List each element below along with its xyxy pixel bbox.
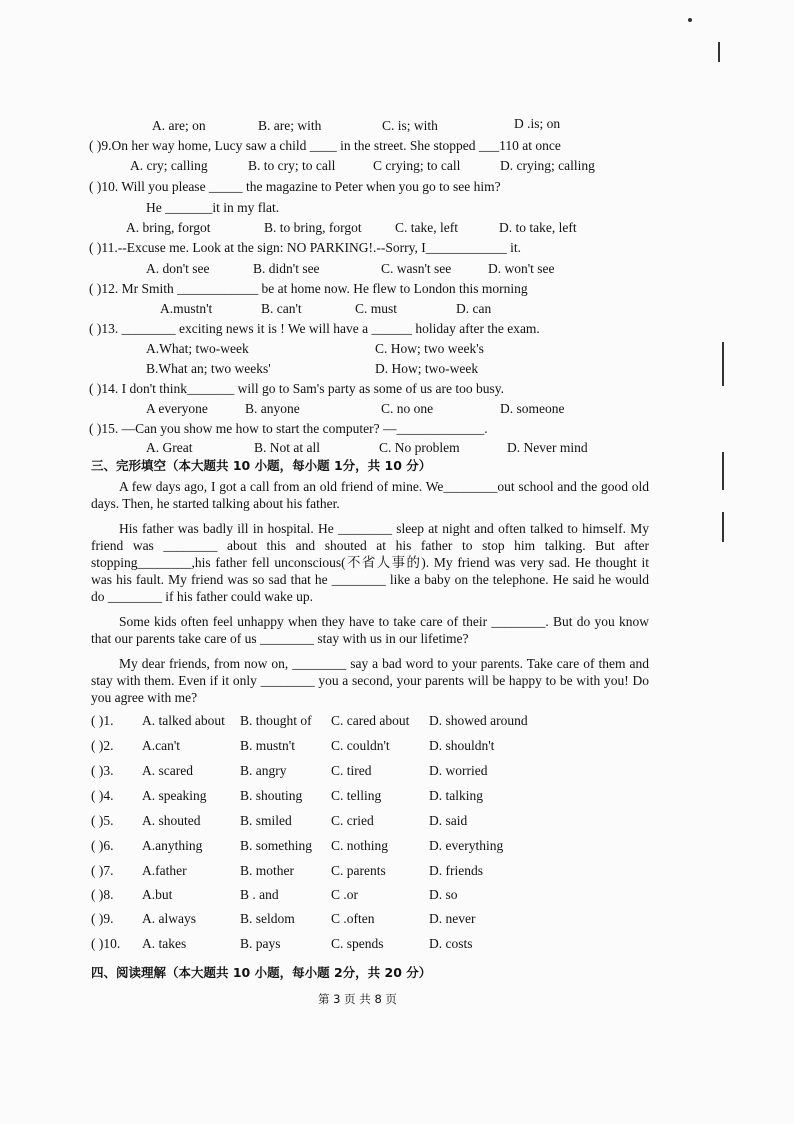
option-c: C. wasn't see: [381, 261, 452, 276]
option-c: C. no one: [381, 401, 434, 416]
question-10: ( )10. Will you please _____ the magazine to Peter when you go to see him?: [89, 179, 501, 194]
cloze-option-a: A.can't: [142, 738, 181, 753]
option-b: B. didn't see: [253, 261, 320, 276]
cloze-option-a: A. takes: [142, 936, 187, 951]
scan-mark: [688, 18, 692, 22]
cloze-paragraph-1: A few days ago, I got a call from an old friend of mine. We________out school and the good old days. Then, he started talking about his father.: [91, 479, 649, 511]
option-c: C. is; with: [382, 118, 438, 133]
cloze-question-number: ( )7.: [91, 863, 114, 878]
cloze-option-d: D. talking: [429, 788, 483, 803]
cloze-option-d: D. showed around: [429, 713, 528, 728]
cloze-paragraph-3: Some kids often feel unhappy when they have to take care of their ________. But do you know that our parents take care of us ________ stay with us in our lifetime?: [91, 614, 649, 646]
question-15: ( )15. —Can you show me how to start the computer? —_____________.: [89, 421, 488, 436]
option-a: A. cry; calling: [130, 158, 208, 173]
option-c: C. must: [355, 301, 398, 316]
option-c: C. How; two week's: [375, 341, 484, 356]
cloze-question-number: ( )1.: [91, 713, 114, 728]
cloze-question-number: ( )4.: [91, 788, 114, 803]
cloze-option-c: C. cried: [331, 813, 374, 828]
cloze-question-number: ( )5.: [91, 813, 114, 828]
option-b: B. are; with: [258, 118, 322, 133]
option-d: D. can: [456, 301, 492, 316]
cloze-option-c: C. cared about: [331, 713, 410, 728]
scan-mark: [722, 342, 724, 386]
cloze-paragraph-4: My dear friends, from now on, ________ say a bad word to your parents. Take care of them and stay with them. Even if it only ________ you a second, your parents will be happy to be with you! Do you agree with me?: [91, 656, 649, 705]
option-d: D. crying; calling: [500, 158, 595, 173]
option-c: C crying; to call: [373, 158, 461, 173]
question-13: ( )13. ________ exciting news it is ! We will have a ______ holiday after the exam.: [89, 321, 540, 336]
cloze-option-c: C .often: [331, 911, 375, 926]
option-a: A. bring, forgot: [126, 220, 211, 235]
option-d: D. won't see: [488, 261, 555, 276]
cloze-option-b: B. mother: [240, 863, 294, 878]
cloze-option-c: C. parents: [331, 863, 386, 878]
section-4-heading: 四、阅读理解（本大题共 10 小题，每小题 2分，共 20 分）: [91, 965, 432, 980]
cloze-option-d: D. never: [429, 911, 476, 926]
question-9: ( )9.On her way home, Lucy saw a child ____ in the street. She stopped ___110 at once: [89, 138, 561, 153]
cloze-option-c: C. spends: [331, 936, 384, 951]
cloze-question-number: ( )10.: [91, 936, 121, 951]
cloze-option-b: B. seldom: [240, 911, 295, 926]
cloze-question-number: ( )9.: [91, 911, 114, 926]
option-a: A.What; two-week: [146, 341, 249, 356]
cloze-option-a: A. shouted: [142, 813, 201, 828]
cloze-option-d: D. said: [429, 813, 468, 828]
cloze-option-d: D. everything: [429, 838, 504, 853]
cloze-option-c: C. tired: [331, 763, 372, 778]
cloze-question-number: ( )3.: [91, 763, 114, 778]
question-12: ( )12. Mr Smith ____________ be at home now. He flew to London this morning: [89, 281, 528, 296]
cloze-option-a: A.father: [142, 863, 187, 878]
cloze-option-d: D. worried: [429, 763, 488, 778]
option-d: D. someone: [500, 401, 565, 416]
cloze-option-b: B. mustn't: [240, 738, 295, 753]
question-10-line2: He _______it in my flat.: [146, 200, 280, 215]
option-d: D .is; on: [514, 116, 561, 131]
cloze-option-a: A. scared: [142, 763, 193, 778]
option-b: B.What an; two weeks': [146, 361, 271, 376]
cloze-question-number: ( )8.: [91, 887, 114, 902]
cloze-option-a: A.but: [142, 887, 173, 902]
option-a: A. Great: [146, 440, 193, 455]
cloze-option-b: B. angry: [240, 763, 287, 778]
option-b: B. Not at all: [254, 440, 320, 455]
option-d: D. to take, left: [499, 220, 577, 235]
page-number: 第 3 页 共 8 页: [318, 992, 397, 1006]
cloze-option-d: D. costs: [429, 936, 473, 951]
question-14: ( )14. I don't think_______ will go to Sam's party as some of us are too busy.: [89, 381, 504, 396]
scan-mark: [722, 452, 724, 490]
option-d: D. Never mind: [507, 440, 588, 455]
option-a: A.mustn't: [160, 301, 213, 316]
cloze-option-c: C. couldn't: [331, 738, 390, 753]
cloze-option-c: C. nothing: [331, 838, 389, 853]
option-a: A. are; on: [152, 118, 206, 133]
cloze-option-b: B. something: [240, 838, 313, 853]
cloze-option-a: A.anything: [142, 838, 203, 853]
cloze-option-d: D. shouldn't: [429, 738, 495, 753]
scan-mark: [722, 512, 724, 542]
option-b: B. to cry; to call: [248, 158, 336, 173]
cloze-option-a: A. always: [142, 911, 196, 926]
cloze-question-number: ( )6.: [91, 838, 114, 853]
option-d: D. How; two-week: [375, 361, 479, 376]
option-a: A. don't see: [146, 261, 210, 276]
cloze-option-b: B . and: [240, 887, 279, 902]
cloze-option-b: B. thought of: [240, 713, 312, 728]
cloze-option-c: C .or: [331, 887, 358, 902]
cloze-question-number: ( )2.: [91, 738, 114, 753]
cloze-option-a: A. speaking: [142, 788, 207, 803]
section-3-heading: 三、完形填空（本大题共 10 小题，每小题 1分，共 10 分）: [91, 458, 432, 473]
cloze-option-b: B. pays: [240, 936, 281, 951]
cloze-paragraph-2: His father was badly ill in hospital. He ________ sleep at night and often talked to himself. My friend was ________ about this and shouted at his father to stop him talking. But after stopping________,his father fell unconscious(不省人事的). My friend was very sad. He thought it was his fault. My friend was so sad that he ________ like a baby on the telephone. He said he would do ________ if his father could wake up.: [91, 521, 649, 604]
cloze-option-d: D. friends: [429, 863, 483, 878]
cloze-option-d: D. so: [429, 887, 458, 902]
scan-mark: [718, 42, 720, 62]
option-b: B. anyone: [245, 401, 300, 416]
option-a: A everyone: [146, 401, 208, 416]
cloze-option-b: B. shouting: [240, 788, 303, 803]
cloze-option-a: A. talked about: [142, 713, 225, 728]
question-11: ( )11.--Excuse me. Look at the sign: NO PARKING!.--Sorry, I____________ it.: [89, 240, 521, 255]
cloze-option-c: C. telling: [331, 788, 382, 803]
option-c: C. No problem: [379, 440, 460, 455]
option-b: B. to bring, forgot: [264, 220, 362, 235]
option-b: B. can't: [261, 301, 302, 316]
option-c: C. take, left: [395, 220, 458, 235]
cloze-option-b: B. smiled: [240, 813, 292, 828]
